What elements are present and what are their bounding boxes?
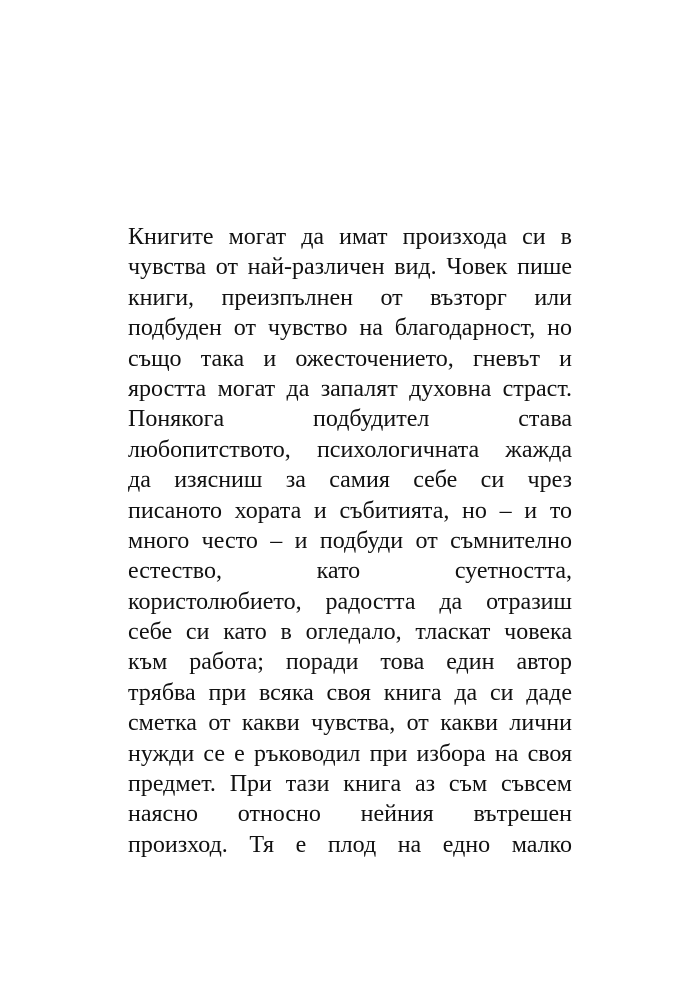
text-line: произход. Тя е плод на едно малко (128, 831, 572, 858)
text-line: наясно относно нейния вътрешен (128, 801, 572, 828)
body-paragraph (128, 222, 572, 860)
text-line: себе си като в огледало, тласкат човека (128, 619, 572, 646)
text-line: користолюбието, радостта да отразиш (128, 588, 572, 615)
text-line: естество, като суетността, (128, 558, 572, 585)
text-line: трябва при всяка своя книга да си даде (128, 679, 572, 706)
text-line: много често – и подбуди от съмнително (128, 527, 572, 554)
text-line: писаното хората и събитията, но – и то (128, 497, 572, 524)
text-line: предмет. При тази книга аз съм съвсем (128, 771, 572, 798)
text-line: Книгите могат да имат произхода си в (128, 224, 572, 250)
text-line: Понякога подбудител става (128, 406, 572, 433)
text-line: също така и ожесточението, гневът и (128, 345, 572, 372)
text-line: яростта могат да запалят духовна страст. (128, 375, 572, 402)
text-line: книги, преизпълнен от възторг или (128, 284, 572, 311)
text-line: подбуден от чувство на благодарност, но (128, 315, 572, 342)
text-line: сметка от какви чувства, от какви лични (128, 710, 572, 737)
text-line: към работа; поради това един автор (128, 649, 572, 676)
text-line: да изясниш за самия себе си чрез (128, 467, 572, 494)
text-line: любопитството, психологичната жажда (128, 436, 572, 463)
text-line: нужди се е ръководил при избора на своя (128, 740, 572, 767)
text-line: чувства от най-различен вид. Човек пише (128, 254, 572, 281)
